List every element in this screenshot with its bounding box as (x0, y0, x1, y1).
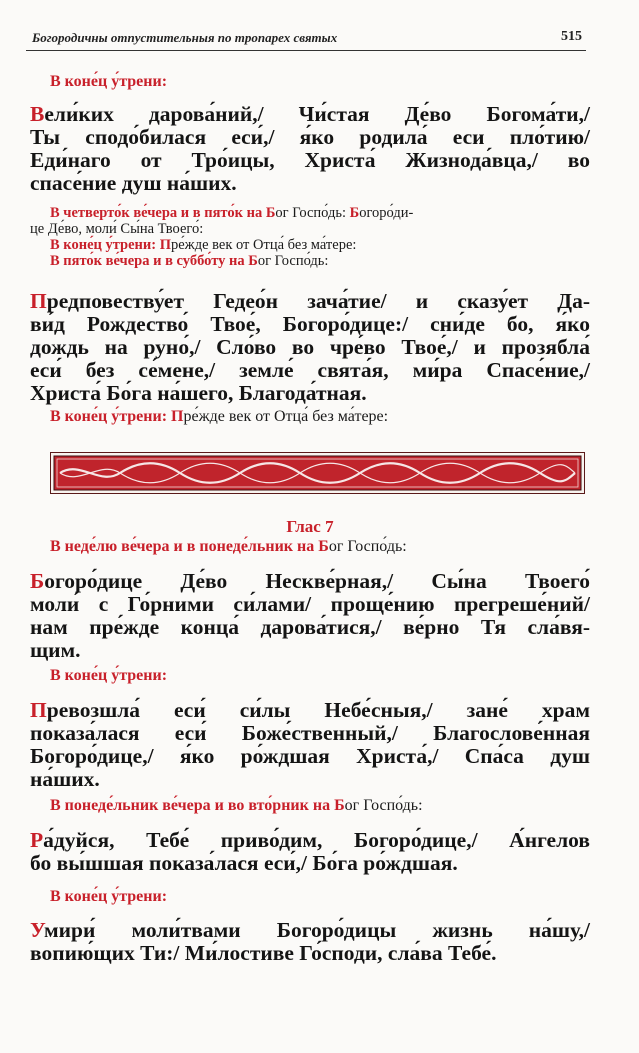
section-end-of-matins-2 (30, 407, 590, 426)
hymn-line: Ра́дуйся, Тебе́ приво́дим, Богоро́дице,/ А́нгелов (30, 828, 590, 852)
rubric-end-of-matins: В коне́ц у́трени: (50, 888, 168, 905)
hymn-line: Предповеству́ет Гедео́н зача́тие/ и сказу́ет Да- (30, 289, 590, 313)
red-initial: В (30, 102, 45, 126)
hymn-line: щим. (30, 638, 81, 662)
tone-heading: Глас 7 (286, 517, 334, 536)
rubric-line: В понеде́льник ве́чера и во вто́рник на Бог Госпо́дь: (50, 797, 423, 814)
theotokion-hymn-2 (30, 290, 590, 405)
theotokion-hymn-5 (30, 829, 590, 875)
running-header (26, 26, 586, 51)
red-initial: Р (30, 828, 44, 852)
rubric-line: В пято́к ве́чера и в суббо́ту на Бог Госпо́дь: (50, 253, 329, 269)
hymn-line: дождь на руно́,/ Сло́во во чре́во Твое́,/ и прозябла́ (30, 335, 590, 359)
section-end-of-matins-3 (30, 666, 590, 685)
hymn-line: еси́ без се́мене,/ земле́ свята́я, ми́ра Спасе́ние,/ (30, 358, 590, 382)
hymn-line: Еди́наго от Тро́ицы, Христа́ Жизнода́вца,/ во (30, 148, 590, 172)
red-initial: У (30, 918, 45, 942)
hymn-line: вопию́щих Ти:/ Ми́лостиве Го́споди, сла́ва Тебе́. (30, 941, 497, 965)
running-title: Богородичны отпустительныя по тропарех святых (32, 30, 338, 45)
page-number: 515 (561, 29, 582, 44)
section-monday-tuesday (30, 796, 590, 815)
hymn-line: Ты сподо́билася еси́,/ я́ко родила́ еси пло́тию/ (30, 125, 590, 149)
hymn-line: спасе́ние душ на́ших. (30, 171, 237, 195)
hymn-line: Богоро́дице Де́во Нескве́рная,/ Сы́на Твоего́ (30, 569, 590, 593)
hymn-line: Христа́ Бо́га на́шего, Благода́тная. (30, 381, 367, 405)
hymn-line: бо вы́шшая показа́лася еси́,/ Бо́га ро́ждшая. (30, 851, 458, 875)
red-initial: П (30, 698, 47, 722)
hymn-line: Богоро́дице,/ я́ко ро́ждшая Христа́,/ Спа́са душ (30, 744, 590, 768)
section-sunday-monday (30, 537, 590, 556)
hymn-line: моли́ с Го́рними си́лами/ проще́нию прегреше́ний/ (30, 592, 590, 616)
rubric-line: В коне́ц у́трени: Пре́жде век от Отца́ без ма́тере: (50, 237, 357, 253)
hymn-line: нам пре́жде конца́ дарова́тися,/ ве́рно Тя сла́вя- (30, 615, 590, 639)
section-wednesday-thursday (30, 205, 590, 269)
theotokion-hymn-1 (30, 103, 590, 195)
section-end-of-matins-1 (30, 72, 590, 91)
red-initial: П (30, 289, 47, 313)
red-initial: Б (30, 569, 45, 593)
rubric-continuation: це Де́во, моли́ Сы́на Твоего́: (30, 221, 204, 237)
rubric-line: В коне́ц у́трени: Пре́жде век от Отца́ без ма́тере: (50, 408, 389, 425)
theotokion-hymn-6 (30, 919, 590, 965)
rubric-line: В четверто́к ве́чера и в пято́к на Бог Госпо́дь: Богоро́ди- (50, 205, 414, 221)
section-end-of-matins-4 (30, 887, 590, 906)
hymn-line: ви́д Рождество́ Твое́, Богоро́дице:/ сни́де бо, я́ко (30, 312, 590, 336)
rubric-end-of-matins: В коне́ц у́трени: (50, 667, 168, 684)
ornamental-band (50, 452, 585, 494)
rubric-end-of-matins: В коне́ц у́трени: (50, 73, 168, 90)
hymn-line: Превозшла́ еси́ си́лы Небе́сныя,/ зане́ храм (30, 698, 590, 722)
hymn-line: Вели́ких дарова́ний,/ Чи́стая Де́во Богома́ти,/ (30, 102, 590, 126)
hymn-line: на́ших. (30, 767, 100, 791)
theotokion-hymn-4 (30, 699, 590, 791)
rubric-line: В неде́лю ве́чера и в понеде́льник на Бог Госпо́дь: (50, 538, 407, 555)
hymn-line: Умири́ моли́твами Богоро́дицы жизнь на́шу,/ (30, 918, 590, 942)
theotokion-hymn-3 (30, 570, 590, 662)
hymn-line: показа́лася еси́ Боже́ственный,/ Благослове́нная (30, 721, 590, 745)
